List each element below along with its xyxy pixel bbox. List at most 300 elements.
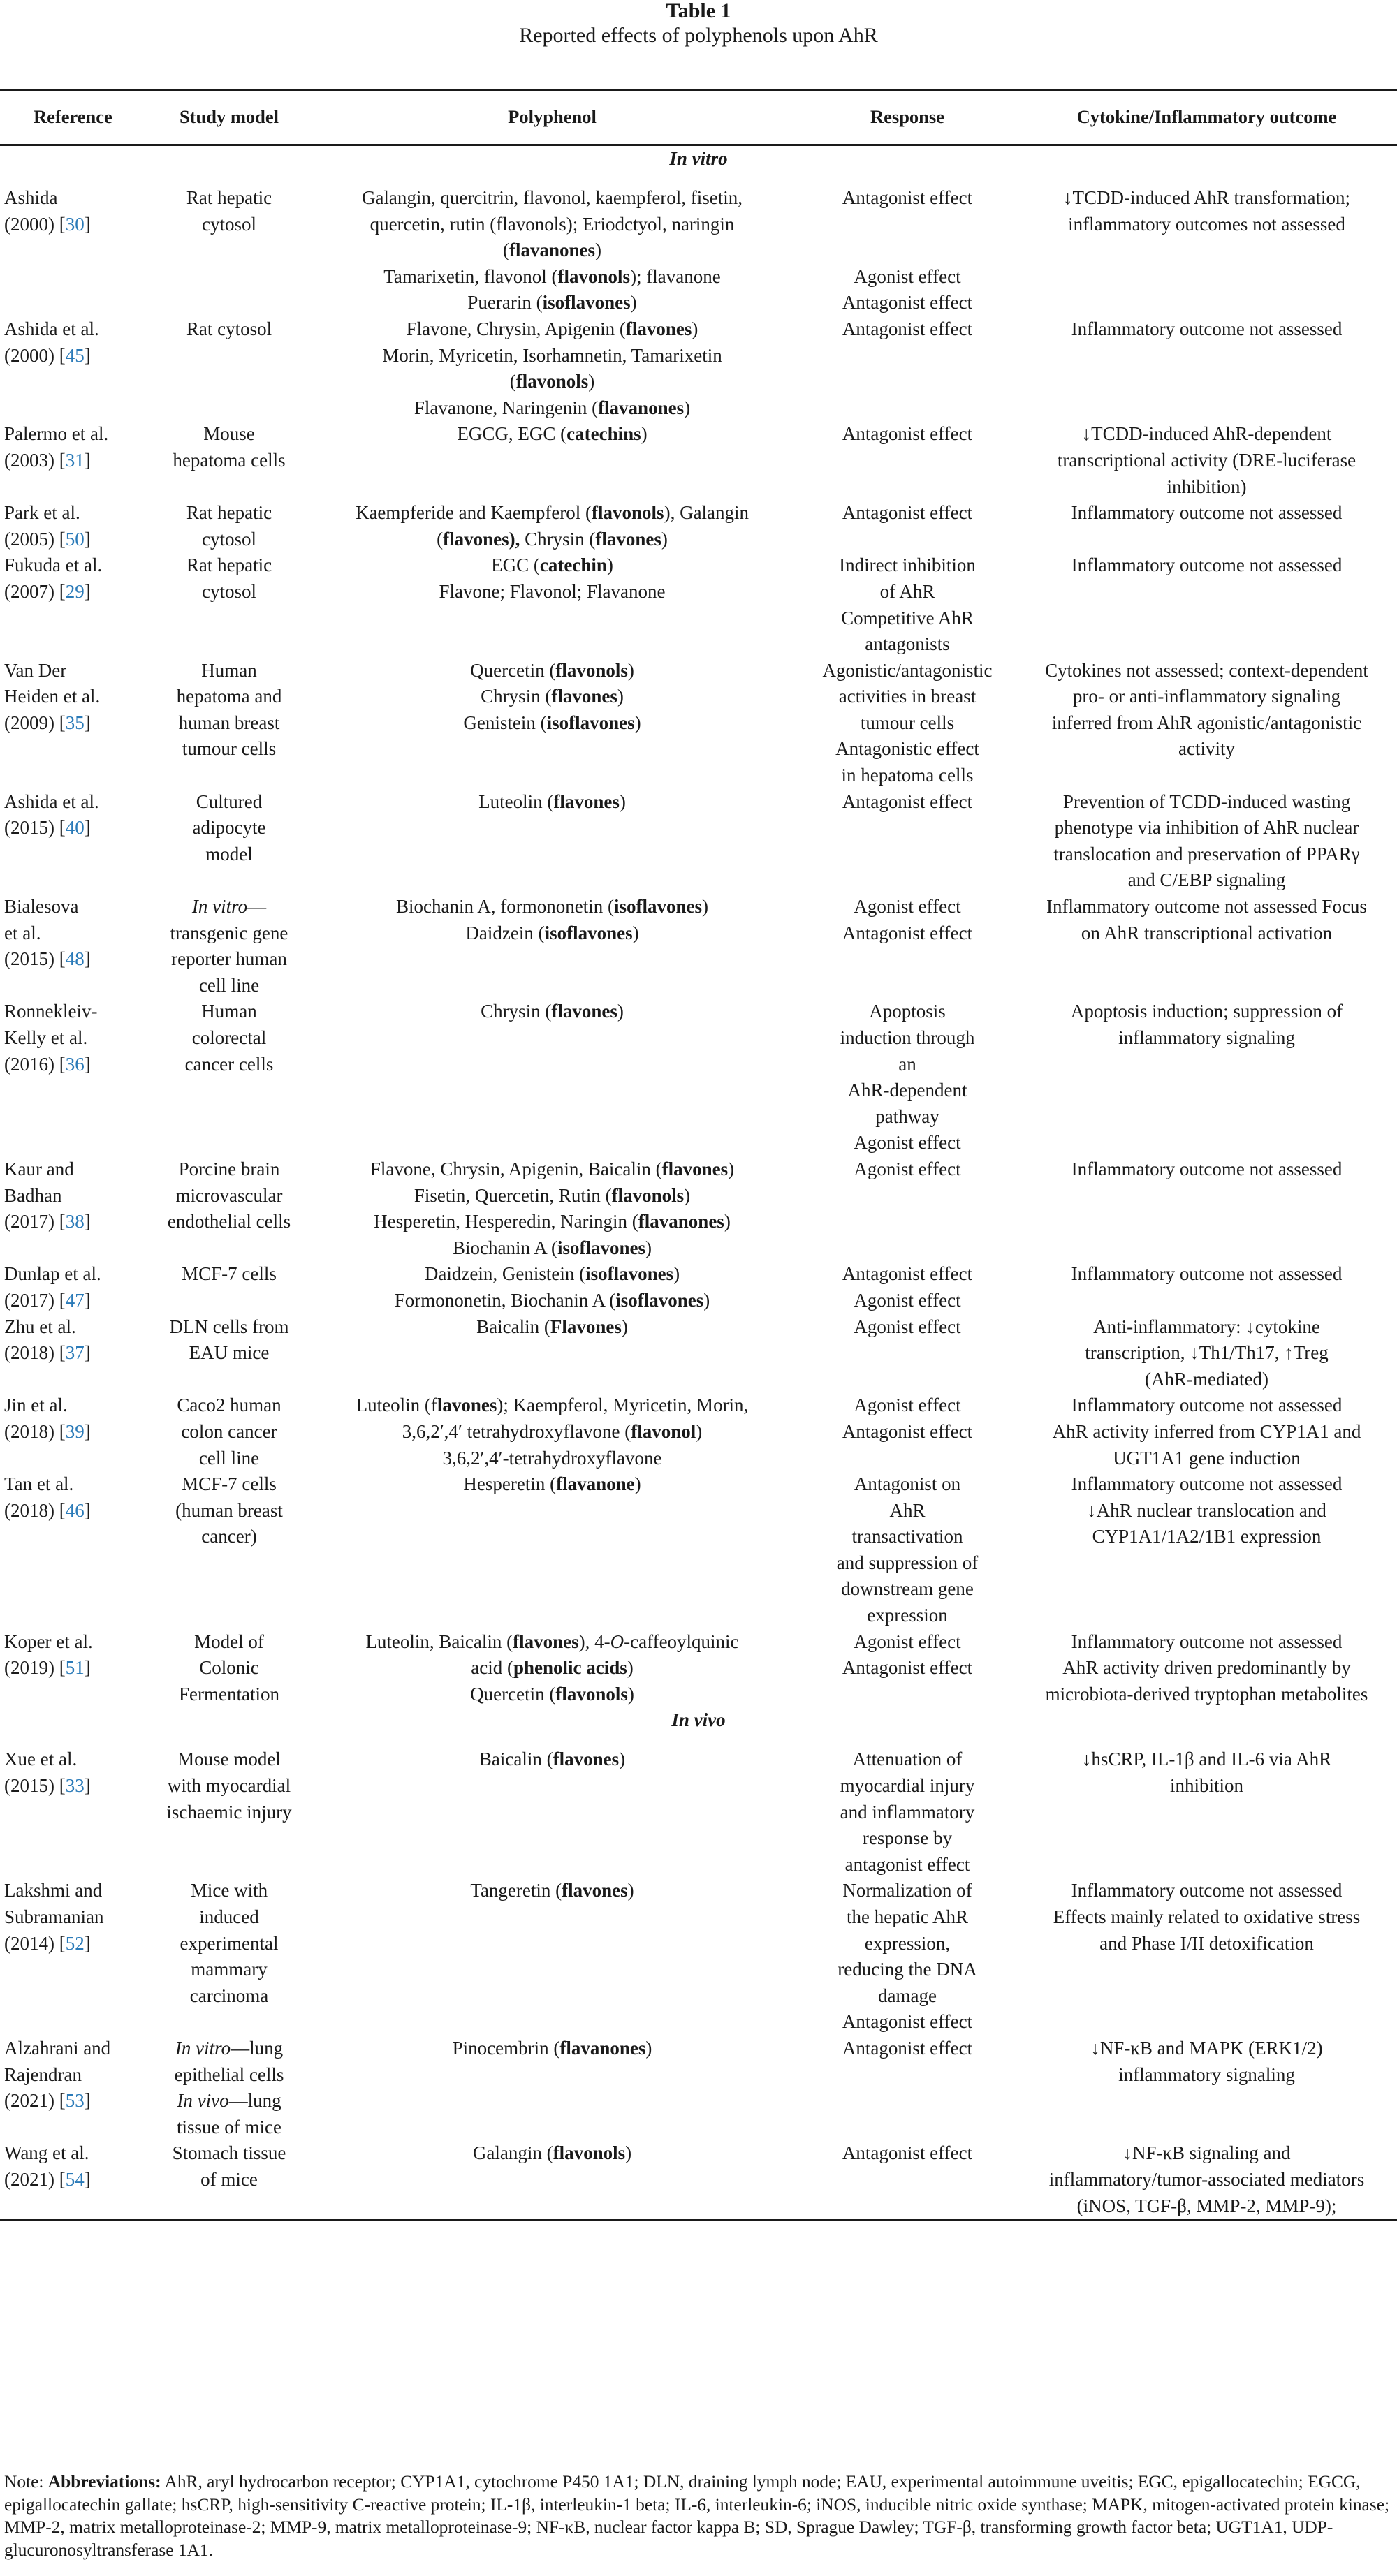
response-line: Antagonist effect	[842, 187, 973, 208]
outcome-line: inflammatory outcomes not assessed	[1068, 213, 1345, 235]
citation-link[interactable]: 45	[65, 344, 85, 366]
polyphenol-cell	[306, 1314, 798, 1393]
polyphenol-line	[309, 684, 796, 710]
outcome-line: ↓NF-κB signaling and	[1122, 2142, 1291, 2164]
reference-line	[4, 448, 149, 474]
citation-link[interactable]: 36	[65, 1053, 85, 1075]
outcome-line: phenotype via inhibition of AhR nuclear	[1054, 817, 1359, 839]
reference-cell	[0, 552, 152, 657]
study-model-line: Stomach tissue	[172, 2142, 286, 2164]
study-model-line: tissue of mice	[177, 2116, 281, 2137]
polyphenol-class: flavonols	[592, 502, 664, 524]
polyphenol-text: ), Galangin	[664, 502, 749, 524]
response-line: Indirect inhibition	[839, 554, 976, 576]
polyphenol-text: Genistein (	[463, 712, 547, 733]
response-cell	[798, 999, 1016, 1156]
polyphenol-line	[309, 2036, 796, 2062]
header-outcome: Cytokine/Inflammatory outcome	[1076, 106, 1337, 128]
outcome-cell	[1016, 1746, 1397, 1878]
study-model-line: Rat hepatic	[186, 187, 272, 208]
reference-text: ]	[84, 580, 91, 602]
polyphenol-class: isoflavones	[613, 896, 702, 918]
table-row	[0, 789, 1397, 894]
study-model-line: Mouse model	[177, 1749, 281, 1770]
reference-line	[4, 1498, 149, 1524]
citation-link[interactable]: 31	[65, 449, 85, 471]
polyphenol-line	[309, 237, 796, 264]
outcome-line: Effects mainly related to oxidative stress	[1053, 1906, 1361, 1927]
reference-text: ]	[84, 528, 91, 550]
reference-line: Wang et al.	[4, 2142, 89, 2164]
response-line: Antagonist effect	[842, 502, 973, 524]
reference-line	[4, 1655, 149, 1681]
citation-link[interactable]: 38	[65, 1211, 85, 1232]
polyphenol-class: flavonol	[631, 1420, 696, 1442]
reference-text: (2021) [	[4, 2090, 66, 2112]
citation-link[interactable]: 52	[65, 1932, 85, 1954]
response-line: induction through	[840, 1027, 975, 1048]
response-cell	[798, 2036, 1016, 2140]
outcome-line: and C/EBP signaling	[1127, 869, 1286, 891]
polyphenol-class: flavanones	[559, 2037, 646, 2059]
study-model-line: MCF-7 cells	[182, 1473, 277, 1495]
reference-line	[4, 527, 149, 553]
response-line: AhR	[889, 1499, 926, 1521]
polyphenol-text: )	[627, 1657, 634, 1679]
outcome-line: Anti-inflammatory: ↓cytokine	[1093, 1316, 1320, 1337]
outcome-line: Inflammatory outcome not assessed Focus	[1046, 896, 1367, 918]
polyphenol-line	[309, 1235, 796, 1262]
polyphenol-line	[309, 421, 796, 448]
polyphenol-class: flavonols	[553, 2142, 626, 2164]
study-model-line: Mouse	[203, 423, 255, 445]
study-model-line: colon cancer	[181, 1420, 277, 1442]
reference-text: ]	[84, 712, 91, 733]
citation-link[interactable]: 46	[65, 1499, 85, 1521]
outcome-line: AhR activity driven predominantly by	[1062, 1657, 1351, 1679]
study-model-line: cell line	[198, 974, 260, 996]
polyphenol-line	[309, 1261, 796, 1288]
footnote-prefix: Note:	[4, 2472, 48, 2492]
reference-text: (2007) [	[4, 580, 66, 602]
reference-text: (2003) [	[4, 449, 66, 471]
reference-text: (2000) [	[4, 344, 66, 366]
table-row	[0, 552, 1397, 657]
response-line: Antagonist effect	[842, 2037, 973, 2059]
polyphenol-text: Hesperetin (	[463, 1473, 557, 1495]
header-polyphenol: Polyphenol	[508, 106, 597, 128]
polyphenol-text: Hesperetin, Hesperedin, Naringin (	[374, 1211, 638, 1232]
response-line: Competitive AhR	[841, 607, 974, 628]
polyphenol-text: (	[437, 528, 444, 550]
polyphenol-line	[309, 2140, 796, 2167]
polyphenol-line	[309, 1681, 796, 1708]
reference-line	[4, 2167, 149, 2193]
citation-link[interactable]: 40	[65, 817, 85, 839]
reference-text: (2015) [	[4, 948, 66, 970]
polyphenol-text: )	[684, 397, 691, 418]
reference-line	[4, 1209, 149, 1235]
polyphenol-class: flavones	[562, 1880, 628, 1901]
polyphenol-line	[309, 316, 796, 343]
header-study-model: Study model	[179, 106, 279, 128]
polyphenol-text: Quercetin (	[470, 659, 556, 681]
study-model-line: of mice	[200, 2168, 258, 2190]
reference-cell	[0, 1314, 152, 1393]
polyphenol-text: )	[703, 1289, 710, 1311]
response-cell	[798, 421, 1016, 500]
outcome-line: ↓hsCRP, IL-1β and IL-6 via AhR	[1081, 1749, 1332, 1770]
study-model-line: Rat hepatic	[186, 554, 272, 576]
citation-link[interactable]: 37	[65, 1342, 85, 1364]
response-line: AhR-dependent	[847, 1080, 967, 1101]
reference-text: (2017) [	[4, 1289, 66, 1311]
citation-link[interactable]: 50	[65, 528, 85, 550]
outcome-cell	[1016, 1392, 1397, 1471]
polyphenol-class: flavones	[553, 790, 620, 812]
study-model-cell	[152, 1471, 306, 1629]
polyphenol-line	[309, 290, 796, 316]
response-cell	[798, 1878, 1016, 2036]
citation-link[interactable]: 33	[65, 1775, 85, 1797]
polyphenol-class: isoflavones	[544, 922, 633, 943]
polyphenol-line	[309, 1629, 796, 1656]
table-row	[0, 1878, 1397, 2036]
study-model-cell	[152, 1878, 306, 2036]
table-row	[0, 421, 1397, 500]
response-line: Antagonistic effect	[835, 738, 979, 760]
polyphenol-text: acid (	[471, 1657, 513, 1679]
outcome-line: Inflammatory outcome not assessed	[1071, 502, 1343, 524]
table-body	[0, 145, 1397, 2221]
response-cell	[798, 1314, 1016, 1393]
polyphenol-line	[309, 1209, 796, 1235]
polyphenol-class: flavonols	[611, 1184, 685, 1206]
outcome-cell	[1016, 316, 1397, 421]
study-model-text: —	[247, 896, 267, 918]
outcome-cell	[1016, 1261, 1397, 1313]
reference-text: (2019) [	[4, 1657, 66, 1679]
outcome-line: inflammatory signaling	[1118, 2063, 1295, 2085]
reference-line	[4, 1340, 149, 1367]
outcome-line: (AhR-mediated)	[1145, 1368, 1268, 1390]
reference-text: (2009) [	[4, 712, 66, 733]
reference-line	[4, 579, 149, 605]
polyphenol-text: )	[632, 922, 639, 943]
reference-cell	[0, 1878, 152, 2036]
reference-text: (2014) [	[4, 1932, 66, 1954]
study-model-line: hepatoma and	[176, 686, 282, 707]
polyphenol-class: flavones	[625, 318, 692, 339]
study-model-text: —lung	[228, 2090, 281, 2112]
polyphenol-cell	[306, 552, 798, 657]
reference-cell	[0, 999, 152, 1156]
polyphenol-class: isoflavones	[546, 712, 635, 733]
response-line: Antagonist effect	[842, 2142, 973, 2164]
study-model-cell	[152, 421, 306, 500]
polyphenol-class: isoflavones	[585, 1263, 674, 1285]
table-row	[0, 894, 1397, 999]
polyphenol-line	[309, 369, 796, 395]
polyphenol-text: Morin, Myricetin, Isorhamnetin, Tamarixetin	[382, 344, 722, 366]
polyphenol-text: Kaempferide and Kaempferol (	[355, 502, 592, 524]
outcome-line: AhR activity inferred from CYP1A1 and	[1052, 1420, 1361, 1442]
polyphenol-text: Chrysin (	[481, 1001, 552, 1022]
outcome-cell	[1016, 789, 1397, 894]
polyphenol-line	[309, 1445, 796, 1472]
reference-line	[4, 1773, 149, 1799]
reference-text: ]	[84, 2090, 91, 2112]
citation-link[interactable]: 30	[65, 213, 85, 235]
table-row	[0, 999, 1397, 1156]
study-model-cell	[152, 1314, 306, 1393]
reference-line: Bialesova	[4, 896, 79, 918]
polyphenol-class: flavonols	[515, 371, 589, 392]
reference-text: ]	[84, 1053, 91, 1075]
outcome-line: inflammatory/tumor-associated mediators	[1048, 2168, 1365, 2190]
section-label: In vivo	[671, 1709, 726, 1731]
table-row	[0, 1746, 1397, 1878]
reference-line: Park et al.	[4, 502, 80, 524]
citation-link[interactable]: 35	[65, 712, 85, 733]
outcome-line: ↓NF-κB and MAPK (ERK1/2)	[1090, 2037, 1323, 2059]
polyphenol-line	[309, 579, 796, 605]
table-row	[0, 1314, 1397, 1393]
response-line: Agonist effect	[854, 896, 961, 918]
table-row	[0, 1629, 1397, 1708]
polyphenol-cell	[306, 1156, 798, 1261]
polyphenol-text: )	[595, 240, 602, 261]
outcome-cell	[1016, 2140, 1397, 2220]
reference-line: Kelly et al.	[4, 1027, 88, 1048]
outcome-line: Inflammatory outcome not assessed	[1071, 1473, 1343, 1495]
reference-text: ]	[84, 449, 91, 471]
reference-text: ]	[84, 1499, 91, 1521]
response-cell	[798, 500, 1016, 552]
response-line: Antagonist effect	[842, 1420, 973, 1442]
table-row	[0, 1471, 1397, 1629]
response-line: Agonist effect	[854, 1631, 961, 1652]
polyphenol-line	[309, 1314, 796, 1341]
reference-text: (2005) [	[4, 528, 66, 550]
reference-text: ]	[84, 1342, 91, 1364]
study-model-cell	[152, 1156, 306, 1261]
outcome-line: UGT1A1 gene induction	[1113, 1447, 1301, 1469]
polyphenol-text: quercetin, rutin (flavonols); Eriodctyol, naringin	[370, 213, 735, 235]
polyphenol-cell	[306, 789, 798, 894]
polyphenol-line	[309, 343, 796, 369]
section-in-vivo	[0, 1707, 1397, 1746]
polyphenol-cell	[306, 658, 798, 789]
polyphenol-text: )	[696, 1420, 703, 1442]
study-model-line	[155, 2088, 303, 2114]
polyphenol-text: Daidzein (	[465, 922, 545, 943]
outcome-line: and Phase I/II detoxification	[1099, 1932, 1314, 1954]
polyphenol-text: Chrysin (	[481, 686, 552, 707]
response-cell	[798, 789, 1016, 894]
polyphenol-text: )	[645, 2037, 652, 2059]
response-line: Agonist effect	[854, 1132, 961, 1154]
header-row	[0, 90, 1397, 145]
reference-line: Dunlap et al.	[4, 1263, 101, 1285]
reference-text: (2017) [	[4, 1211, 66, 1232]
polyphenol-line	[309, 920, 796, 947]
table-row	[0, 2140, 1397, 2220]
study-model-cell	[152, 2036, 306, 2140]
outcome-line: Inflammatory outcome not assessed	[1071, 1263, 1343, 1285]
polyphenol-text: 3,6,2′,4′ tetrahydroxyflavone (	[402, 1420, 631, 1442]
outcome-line: transcription, ↓Th1/Th17, ↑Treg	[1085, 1342, 1329, 1364]
reference-text: ]	[84, 1775, 91, 1797]
polyphenol-text: ); flavanone	[630, 265, 721, 287]
polyphenol-text: )	[684, 1184, 691, 1206]
response-line: Antagonist effect	[842, 1263, 973, 1285]
outcome-line: inhibition	[1169, 1775, 1243, 1797]
study-model-line: Rat cytosol	[186, 318, 272, 339]
response-line: Agonist effect	[854, 265, 961, 287]
polyphenol-text: Flavanone, Naringenin (	[414, 397, 599, 418]
polyphenol-cell	[306, 2140, 798, 2220]
study-model-line: Porcine brain	[178, 1158, 280, 1179]
polyphenol-text: )	[701, 896, 708, 918]
polyphenol-class: flavanones	[509, 240, 596, 261]
table-number: Table 1	[666, 0, 731, 22]
study-model-line: induced	[199, 1906, 259, 1927]
polyphenol-text: )	[606, 554, 613, 576]
study-model-cell	[152, 894, 306, 999]
reference-line	[4, 343, 149, 369]
polyphenol-line	[309, 264, 796, 290]
polyphenol-text: )	[634, 712, 641, 733]
citation-link[interactable]: 53	[65, 2090, 85, 2112]
reference-line	[4, 1052, 149, 1078]
polyphenol-class: flavanones	[638, 1211, 724, 1232]
polyphenol-class: flavanone	[556, 1473, 635, 1495]
citation-link[interactable]: 48	[65, 948, 85, 970]
polyphenol-text: 3,6,2′,4′-tetrahydroxyflavone	[442, 1447, 662, 1469]
polyphenol-text: )	[619, 790, 626, 812]
reference-text: (2021) [	[4, 2168, 66, 2190]
polyphenol-line	[309, 658, 796, 684]
polyphenol-text: Flavone, Chrysin, Apigenin (	[406, 318, 626, 339]
study-model-line: human breast	[178, 712, 280, 733]
response-line: expression	[867, 1605, 948, 1626]
study-model-cell	[152, 658, 306, 789]
study-model-line	[155, 2036, 303, 2062]
polyphenol-text: Chrysin (	[520, 528, 596, 550]
polyphenol-text: )	[625, 2142, 632, 2164]
study-model-line: Fermentation	[179, 1683, 279, 1705]
reference-line: Badhan	[4, 1184, 62, 1206]
outcome-line: translocation and preservation of PPARγ	[1053, 843, 1360, 864]
table-row	[0, 1156, 1397, 1261]
outcome-line: CYP1A1/1A2/1B1 expression	[1092, 1526, 1322, 1547]
citation-link[interactable]: 54	[65, 2168, 85, 2190]
reference-text: (2018) [	[4, 1499, 66, 1521]
study-model-line: cytosol	[202, 213, 256, 235]
response-line: the hepatic AhR	[847, 1906, 968, 1927]
response-cell	[798, 1261, 1016, 1313]
response-line: Agonistic/antagonistic	[822, 659, 993, 681]
polyphenol-text: )	[673, 1263, 680, 1285]
response-line: transactivation	[851, 1526, 963, 1547]
footnote-text: AhR, aryl hydrocarbon receptor; CYP1A1, cytochrome P450 1A1; DLN, draining lymph node; EAU, experimental autoimmune uveitis; EGC, epigallocatechin; EGCG, epigallocatechin gallate; hsCRP, high-sensitivity C-reactive protein; IL-1β, interleukin-1 beta; IL-6, interleukin-6; iNOS, inducible nitric oxide synthase; MAPK, mitogen-activated protein kinase; MMP-2, matrix metalloproteinase-2; MMP-9, matrix metalloproteinase-9; NF-κB, nuclear factor kappa B; SD, Sprague Dawley; TGF-β, transforming growth factor beta; UGT1A1, UDP-glucuronosyltransferase 1A1.	[4, 2472, 1390, 2560]
response-line: Antagonist effect	[842, 1657, 973, 1679]
citation-link[interactable]: 39	[65, 1420, 85, 1442]
reference-cell	[0, 2036, 152, 2140]
polyphenol-class: flavonols	[555, 659, 628, 681]
response-line: response by	[862, 1827, 953, 1849]
response-cell	[798, 894, 1016, 999]
study-model-italic: In vitro	[191, 896, 248, 918]
reference-line	[4, 946, 149, 973]
polyphenol-text: )	[619, 1749, 626, 1770]
reference-line: Lakshmi and	[4, 1880, 103, 1901]
polyphenol-cell	[306, 1261, 798, 1313]
response-line: Attenuation of	[852, 1749, 963, 1770]
reference-line	[4, 1288, 149, 1314]
outcome-cell	[1016, 1878, 1397, 2036]
reference-text: (2018) [	[4, 1342, 66, 1364]
response-cell	[798, 185, 1016, 316]
polyphenol-text: (	[502, 240, 509, 261]
study-model-line: cell line	[198, 1447, 260, 1469]
study-model-line: cytosol	[202, 580, 256, 602]
polyphenol-text: Tamarixetin, flavonol (	[383, 265, 558, 287]
outcome-cell	[1016, 421, 1397, 500]
table-row	[0, 500, 1397, 552]
polyphenol-line	[309, 1746, 796, 1773]
study-model-line: transgenic gene	[170, 922, 288, 943]
study-model-cell	[152, 2140, 306, 2220]
polyphenol-class: flavonols	[555, 1683, 628, 1705]
citation-link[interactable]: 51	[65, 1657, 85, 1679]
study-model-cell	[152, 185, 306, 316]
citation-link[interactable]: 47	[65, 1289, 85, 1311]
citation-link[interactable]: 29	[65, 580, 85, 602]
outcome-line: (iNOS, TGF-β, MMP-2, MMP-9);	[1076, 2195, 1337, 2216]
reference-line: Fukuda et al.	[4, 554, 103, 576]
outcome-cell	[1016, 500, 1397, 552]
polyphenol-cell	[306, 894, 798, 999]
polyphenol-text: Flavone; Flavonol; Flavanone	[439, 580, 666, 602]
polyphenol-class: flavones	[551, 1001, 617, 1022]
study-model-line	[155, 894, 303, 920]
reference-cell	[0, 789, 152, 894]
polyphenol-line	[309, 1655, 796, 1681]
reference-line: Ashida	[4, 187, 58, 208]
polyphenol-text: )	[627, 1683, 634, 1705]
response-cell	[798, 1629, 1016, 1708]
polyphenol-ahr-table	[0, 89, 1397, 2221]
response-line: Normalization of	[842, 1880, 972, 1901]
outcome-cell	[1016, 999, 1397, 1156]
outcome-line: Inflammatory outcome not assessed	[1071, 1880, 1343, 1901]
study-model-line: Mice with	[190, 1880, 268, 1901]
study-model-italic: In vitro	[175, 2037, 231, 2059]
reference-line: Koper et al.	[4, 1631, 93, 1652]
polyphenol-text: Flavone, Chrysin, Apigenin, Baicalin (	[370, 1158, 662, 1179]
polyphenol-text: )	[621, 1316, 628, 1337]
outcome-line: Inflammatory outcome not assessed	[1071, 1158, 1343, 1179]
outcome-line: inferred from AhR agonistic/antagonistic	[1051, 712, 1362, 733]
study-model-line: colorectal	[191, 1027, 267, 1048]
polyphenol-text: Quercetin (	[470, 1683, 556, 1705]
response-line: of AhR	[879, 580, 935, 602]
study-model-line: MCF-7 cells	[182, 1263, 277, 1285]
outcome-line: Inflammatory outcome not assessed	[1071, 1631, 1343, 1652]
reference-line: Rajendran	[4, 2063, 82, 2085]
